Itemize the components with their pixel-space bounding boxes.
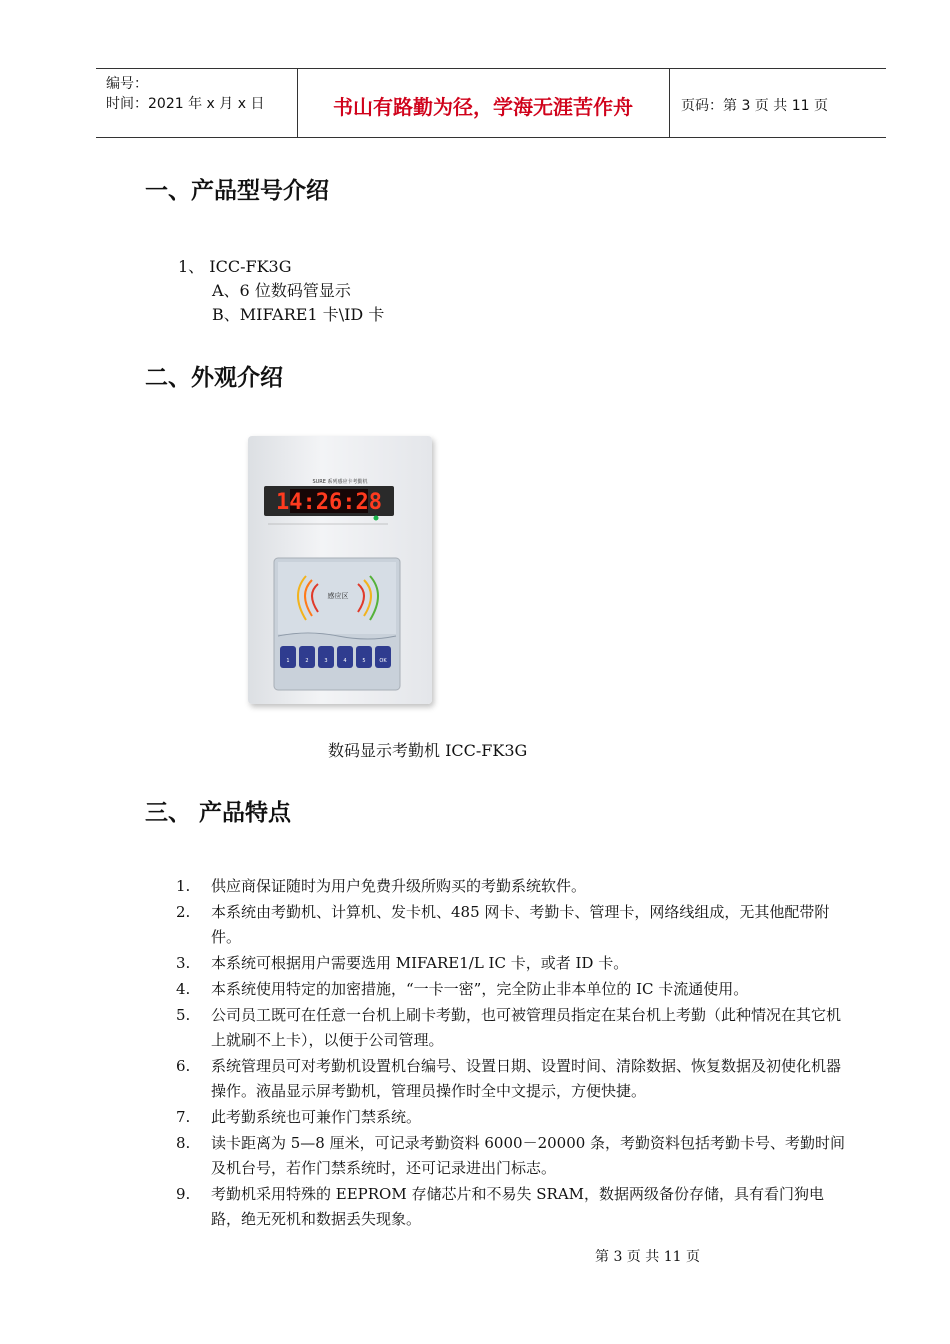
- key-label: 1: [286, 658, 290, 664]
- key-label: 5: [362, 658, 366, 664]
- led-digits: 14:26:28: [276, 490, 382, 515]
- feature-list: [176, 874, 846, 1233]
- list-item: [176, 874, 846, 899]
- key-label: OK: [379, 658, 387, 664]
- page-header: [96, 68, 886, 138]
- status-led-icon: [374, 516, 379, 521]
- list-item: [176, 1003, 846, 1053]
- attendance-machine-image: [248, 436, 432, 704]
- list-text: 系统管理员可对考勤机设置机台编号、设置日期、设置时间、清除数据、恢复数据及初使化机器操作。液晶显示屏考勤机，管理员操作时全中文提示，方便快捷。: [211, 1057, 842, 1100]
- list-number: 2.: [176, 903, 191, 921]
- section-2-title: 二、外观介绍: [145, 365, 283, 391]
- device-top-label: SURE 系列感应卡考勤机: [312, 479, 368, 485]
- key-button: [337, 646, 353, 668]
- list-item: [176, 1182, 846, 1232]
- device-illustration: [248, 436, 432, 704]
- zone-label: 感应区: [327, 592, 349, 600]
- key-button: [299, 646, 315, 668]
- list-item: [176, 951, 846, 976]
- list-number: 7.: [176, 1108, 191, 1126]
- list-text: 公司员工既可在任意一台机上刷卡考勤，也可被管理员指定在某台机上考勤（此种情况在其它机上就刷不上卡），以便于公司管理。: [211, 1006, 842, 1049]
- list-text: 供应商保证随时为用户免费升级所购买的考勤系统软件。: [211, 877, 587, 895]
- page-footer: 第 3 页 共 11 页: [595, 1249, 700, 1265]
- list-number: 1.: [176, 877, 191, 895]
- key-label: 2: [305, 658, 309, 664]
- key-button: [356, 646, 372, 668]
- key-label: 4: [343, 658, 347, 664]
- number-label: 编号：: [106, 76, 148, 92]
- model-feature-a: A、6 位数码管显示: [212, 281, 351, 300]
- model-item: 1、 ICC-FK3G: [178, 257, 292, 276]
- list-text: 本系统可根据用户需要选用 MIFARE1/L IC 卡，或者 ID 卡。: [211, 954, 629, 972]
- key-button: [318, 646, 334, 668]
- time-label: 时间：2021 年 x 月 x 日: [106, 96, 265, 112]
- list-number: 9.: [176, 1185, 191, 1203]
- key-label: 3: [324, 658, 328, 664]
- model-feature-b: B、MIFARE1 卡\ID 卡: [212, 305, 385, 324]
- key-button: [375, 646, 391, 668]
- header-meta-cell: [96, 69, 298, 137]
- section-3-title: 三、 产品特点: [145, 800, 292, 826]
- image-caption: 数码显示考勤机 ICC-FK3G: [328, 741, 528, 760]
- key-button: [280, 646, 296, 668]
- list-text: 此考勤系统也可兼作门禁系统。: [211, 1108, 422, 1126]
- list-item: [176, 1131, 846, 1181]
- list-item: [176, 900, 846, 950]
- list-text: 本系统使用特定的加密措施，“一卡一密”，完全防止非本单位的 IC 卡流通使用。: [211, 980, 749, 998]
- list-number: 8.: [176, 1134, 191, 1152]
- motto: 书山有路勤为径，学海无涯苦作舟: [333, 95, 633, 119]
- list-item: [176, 977, 846, 1002]
- list-number: 5.: [176, 1006, 191, 1024]
- list-item: [176, 1054, 846, 1104]
- list-text: 考勤机采用特殊的 EEPROM 存储芯片和不易失 SRAM，数据两级备份存储，具有看门狗电路，绝无死机和数据丢失现象。: [211, 1185, 825, 1228]
- list-number: 6.: [176, 1057, 191, 1075]
- header-motto-cell: [297, 69, 670, 137]
- list-number: 4.: [176, 980, 191, 998]
- section-1-title: 一、产品型号介绍: [145, 178, 329, 204]
- header-page-cell: [669, 69, 886, 137]
- list-number: 3.: [176, 954, 191, 972]
- list-item: [176, 1105, 846, 1130]
- list-text: 本系统由考勤机、计算机、发卡机、485 网卡、考勤卡、管理卡，网络线组成，无其他配带附件。: [211, 903, 830, 946]
- page-info: 页码：第 3 页 共 11 页: [681, 98, 828, 114]
- list-text: 读卡距离为 5—8 厘米，可记录考勤资料 6000－20000 条，考勤资料包括考勤卡号、考勤时间及机台号，若作门禁系统时，还可记录进出门标志。: [211, 1134, 846, 1177]
